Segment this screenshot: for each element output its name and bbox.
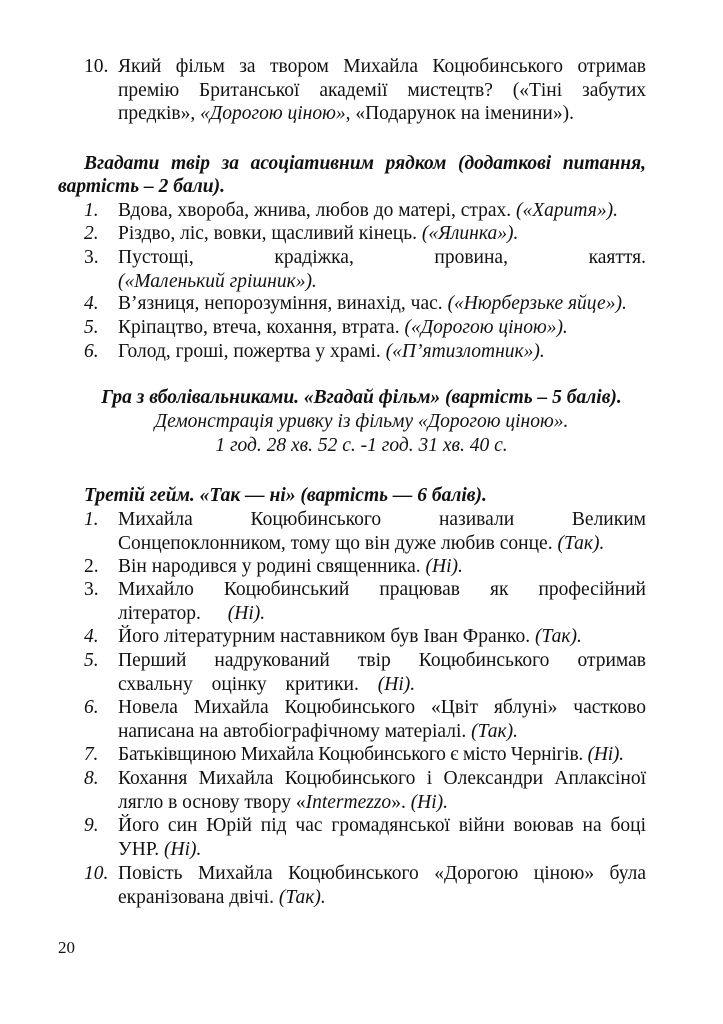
section-heading-assoc-line1: Вгадати твір за асоціативним рядком (додаткові питання, <box>84 153 646 174</box>
item-text <box>118 649 646 696</box>
item-answer: (Ні). <box>410 791 449 813</box>
list-item <box>84 222 646 246</box>
question-text <box>118 55 646 126</box>
item-text <box>118 222 646 246</box>
item-text <box>118 578 646 625</box>
item-number: 2. <box>84 556 99 577</box>
game-timecode: 1 год. 28 хв. 52 с. -1 год. 31 хв. 40 с. <box>215 435 508 456</box>
item-statement: Батьківщиною Михайла Коцюбинського є місто Чернігів. <box>118 744 588 765</box>
item-clue: Кріпацтво, втеча, кохання, втрата. <box>118 317 405 338</box>
item-answer: («Маленький грішник»). <box>118 270 317 292</box>
item-text <box>118 767 646 814</box>
item-clue: Різдво, ліс, вовки, щасливий кінець. <box>118 223 422 244</box>
section-heading-game: Гра з вболівальниками. «Вгадай фільм» (вартість – 5 балів). <box>101 387 622 408</box>
item-answer: (Ні). <box>425 556 463 577</box>
item-answer: (Так). <box>557 532 605 554</box>
item-number: 6. <box>84 341 99 362</box>
question-10 <box>84 55 646 126</box>
item-answer: («Ялинка»). <box>421 223 519 244</box>
item-number: 10. <box>84 863 109 884</box>
item-answer: (Ні). <box>227 602 266 624</box>
list-item <box>84 862 646 909</box>
item-text <box>118 814 646 861</box>
item-text <box>118 508 646 555</box>
item-statement-tail: ». <box>391 791 411 813</box>
item-number: 5. <box>84 650 99 671</box>
item-number: 3. <box>84 247 99 268</box>
question-number: 10. <box>84 56 109 77</box>
item-answer: (Так). <box>535 626 582 647</box>
item-answer: (Ні). <box>587 744 624 765</box>
item-statement: Він народився у родині священника. <box>118 556 426 577</box>
list-item <box>84 814 646 861</box>
item-statement: Новела Михайла Коцюбинського «Цвіт яблуні» частково написана на автобіографічному матеріалі. <box>118 697 646 742</box>
item-number: 5. <box>84 317 99 338</box>
item-statement: Михайло Коцюбинський працював як професійний літератор. <box>118 579 646 624</box>
item-text <box>118 292 646 316</box>
item-clue: Голод, гроші, пожертва у храмі. <box>118 341 386 362</box>
item-text <box>118 340 646 364</box>
item-clue: Пустощі, крадіжка, провина, каяття. <box>118 247 646 268</box>
item-number: 3. <box>84 579 99 600</box>
item-number: 1. <box>84 200 99 221</box>
item-text <box>118 862 646 909</box>
item-text <box>118 696 646 743</box>
page-number: 20 <box>58 938 75 957</box>
item-number: 4. <box>84 293 99 314</box>
item-number: 1. <box>84 509 99 530</box>
item-clue: Вдова, хвороба, жнива, любов до матері, страх. <box>118 200 517 221</box>
item-answer: («Нюрберзьке яйце»). <box>447 293 627 314</box>
item-statement: Перший надрукований твір Коцюбинського отримав схвальну оцінку критики. <box>118 650 646 695</box>
item-number: 2. <box>84 223 99 244</box>
list-item <box>84 649 646 696</box>
list-item <box>84 743 646 767</box>
item-answer: («Харитя»). <box>516 200 618 221</box>
item-number: 7. <box>84 744 99 765</box>
item-statement: Михайла Коцюбинського називали Великим Сонцепоклонником, тому що він дуже любив сонце. <box>118 509 646 554</box>
question-text-tail: , «Подарунок на іменини»). <box>345 103 574 124</box>
list-item <box>84 625 646 649</box>
list-item <box>84 340 646 364</box>
item-statement: Його син Юрій під час громадянської війни воював на боці УНР. <box>118 815 646 860</box>
item-answer: (Так). <box>471 720 519 742</box>
item-text <box>118 316 646 340</box>
item-text <box>118 625 646 649</box>
list-item <box>84 696 646 743</box>
section-heading-assoc-line2: вартість – 2 бали). <box>58 176 225 197</box>
list-item <box>84 508 646 555</box>
list-item <box>84 578 646 625</box>
item-italic-title: Intermezzo <box>305 791 392 813</box>
item-statement: Повість Михайла Коцюбинського «Дорогою ціною» була екранізована двічі. <box>118 863 646 908</box>
item-clue: В’язниця, непорозуміння, винахід, час. <box>118 293 448 314</box>
item-answer: («Дорогою ціною»). <box>404 317 568 338</box>
item-number: 6. <box>84 697 99 718</box>
question-italic-title: «Дорогою ціною» <box>200 103 346 124</box>
item-number: 4. <box>84 626 99 647</box>
list-item <box>84 199 646 223</box>
item-answer: (Ні). <box>377 673 416 695</box>
item-statement: Кохання Михайла Коцюбинського і Олександри Аплаксіної лягло в основу твору « <box>118 768 646 813</box>
item-text <box>118 199 646 223</box>
list-item <box>84 555 646 579</box>
list-item <box>84 246 646 293</box>
game-description: Демонстрація уривку із фільму «Дорогою ціною». <box>154 411 569 432</box>
list-item <box>84 292 646 316</box>
item-text <box>118 743 646 767</box>
item-statement: Його літературним наставником був Іван Франко. <box>118 626 536 647</box>
item-answer: («П’ятизлотник»). <box>385 341 545 362</box>
item-answer: (Так). <box>278 886 326 908</box>
item-number: 8. <box>84 768 99 789</box>
item-answer: (Ні). <box>164 838 202 860</box>
item-text <box>118 246 646 293</box>
question-text-main: Який фільм за твором Михайла Коцюбинського отримав премію Британської академії мистецтв? («Тіні забутих предків», <box>118 56 646 124</box>
item-number: 9. <box>84 815 99 836</box>
section-heading-third: Третій гейм. «Так — ні» (вартість — 6 балів). <box>84 485 487 506</box>
item-text <box>118 555 646 579</box>
list-item <box>84 316 646 340</box>
list-item <box>84 767 646 814</box>
